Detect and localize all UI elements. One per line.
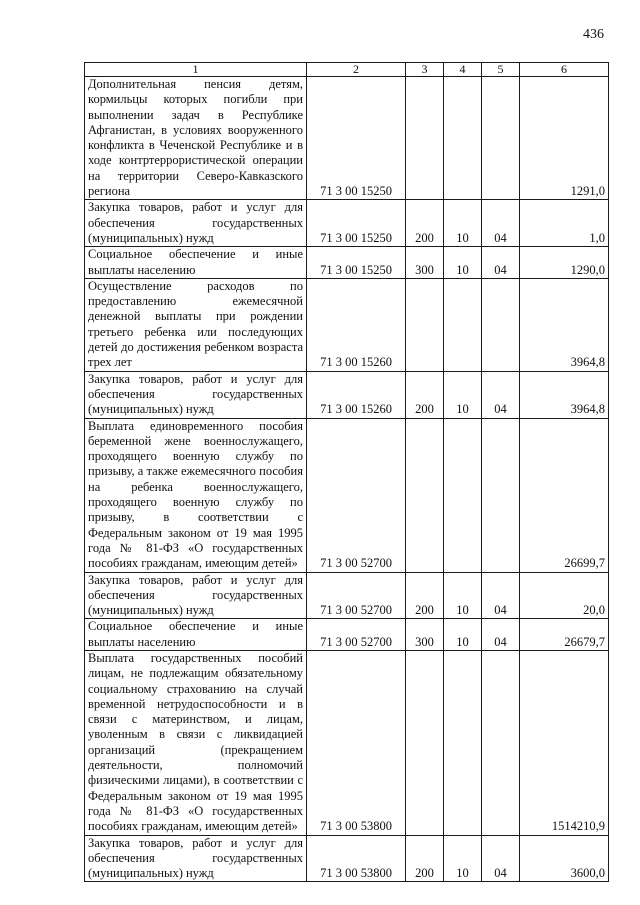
row-section-cell [444,418,482,572]
row-name-cell: Социальное обеспечение и иные выплаты населению [85,247,307,279]
row-code-cell: 71 3 00 15250 [307,247,406,279]
column-header: 3 [406,63,444,77]
row-name-cell: Закупка товаров, работ и услуг для обеспечения государственных (муниципальных) нужд [85,200,307,247]
row-section-cell [444,650,482,835]
row-section-cell [444,278,482,371]
row-name-cell: Закупка товаров, работ и услуг для обеспечения государственных (муниципальных) нужд [85,572,307,619]
row-section-cell: 10 [444,619,482,651]
table-row [85,572,609,619]
row-amount-cell: 1290,0 [520,247,609,279]
row-subsection-cell: 04 [482,247,520,279]
row-amount-cell: 3964,8 [520,278,609,371]
row-subsection-cell [482,278,520,371]
row-subsection-cell: 04 [482,371,520,418]
column-header: 4 [444,63,482,77]
row-subsection-cell [482,77,520,200]
table-row [85,418,609,572]
row-expense-type-cell [406,650,444,835]
row-expense-type-cell [406,278,444,371]
column-header: 1 [85,63,307,77]
row-code-cell: 71 3 00 15260 [307,371,406,418]
column-header: 5 [482,63,520,77]
row-name-cell: Социальное обеспечение и иные выплаты населению [85,619,307,651]
row-amount-cell: 1291,0 [520,77,609,200]
row-expense-type-cell [406,418,444,572]
row-section-cell: 10 [444,835,482,882]
row-subsection-cell [482,650,520,835]
table-body [85,77,609,882]
row-section-cell: 10 [444,572,482,619]
row-amount-cell: 3964,8 [520,371,609,418]
row-subsection-cell [482,418,520,572]
row-amount-cell: 26679,7 [520,619,609,651]
table-row [85,77,609,200]
row-section-cell: 10 [444,200,482,247]
row-code-cell: 71 3 00 15260 [307,278,406,371]
table-row [85,278,609,371]
table-row [85,200,609,247]
column-header: 6 [520,63,609,77]
row-name-cell: Выплата единовременного пособия беременной жене военнослужащего, проходящего военную службу по призыву, а также ежемесячного пособия на ребенка военнослужащего, проходящего военную службу по призыву, в соответствии с Федеральным законом от 19 мая 1995 года № 81-ФЗ «О государственных пособиях гражданам, имеющим детей» [85,418,307,572]
row-amount-cell: 26699,7 [520,418,609,572]
table-row [85,835,609,882]
row-amount-cell: 3600,0 [520,835,609,882]
row-name-cell: Осуществление расходов по предоставлению ежемесячной денежной выплаты при рождении третьего ребенка или последующих детей до достижения ребенком возраста трех лет [85,278,307,371]
row-name-cell: Закупка товаров, работ и услуг для обеспечения государственных (муниципальных) нужд [85,371,307,418]
row-expense-type-cell: 300 [406,619,444,651]
row-subsection-cell: 04 [482,200,520,247]
row-code-cell: 71 3 00 52700 [307,572,406,619]
row-amount-cell: 1,0 [520,200,609,247]
row-expense-type-cell: 200 [406,200,444,247]
row-section-cell: 10 [444,371,482,418]
row-subsection-cell: 04 [482,572,520,619]
row-name-cell: Выплата государственных пособий лицам, не подлежащим обязательному социальному страхованию на случай временной нетрудоспособности и в связи с материнством, и лицам, уволенным в связи с ликвидацией организаций (прекращением деятельности, полномочий физическими лицами), в соответствии с Федеральным законом от 19 мая 1995 года № 81-ФЗ «О государственных пособиях гражданам, имеющим детей» [85,650,307,835]
header-row [85,63,609,77]
row-subsection-cell: 04 [482,835,520,882]
row-code-cell: 71 3 00 52700 [307,619,406,651]
row-expense-type-cell: 300 [406,247,444,279]
row-code-cell: 71 3 00 53800 [307,650,406,835]
table-row [85,371,609,418]
row-section-cell: 10 [444,247,482,279]
row-expense-type-cell: 200 [406,572,444,619]
table-row [85,247,609,279]
row-code-cell: 71 3 00 15250 [307,77,406,200]
row-name-cell: Дополнительная пенсия детям, кормильцы которых погибли при выполнении задач в Республике Афганистан, в условиях вооруженного конфликта в Чеченской Республике и в ходе контртеррористической операции на территории Северо-Кавказского региона [85,77,307,200]
row-expense-type-cell: 200 [406,371,444,418]
row-amount-cell: 20,0 [520,572,609,619]
column-header: 2 [307,63,406,77]
page-number: 436 [583,27,604,42]
row-subsection-cell: 04 [482,619,520,651]
row-expense-type-cell [406,77,444,200]
row-expense-type-cell: 200 [406,835,444,882]
row-name-cell: Закупка товаров, работ и услуг для обеспечения государственных (муниципальных) нужд [85,835,307,882]
table-row [85,619,609,651]
table-row [85,650,609,835]
budget-table [84,62,609,882]
row-amount-cell: 1514210,9 [520,650,609,835]
row-code-cell: 71 3 00 53800 [307,835,406,882]
row-code-cell: 71 3 00 52700 [307,418,406,572]
row-code-cell: 71 3 00 15250 [307,200,406,247]
row-section-cell [444,77,482,200]
